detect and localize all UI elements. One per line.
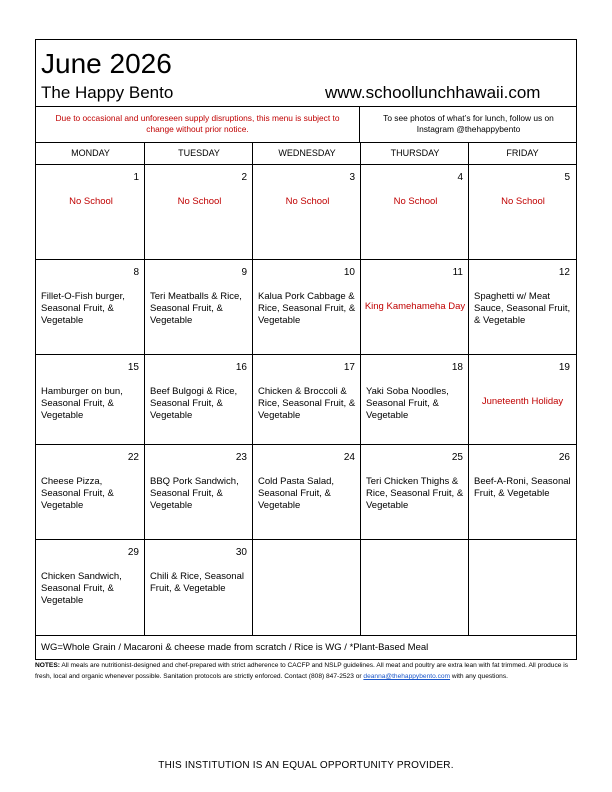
column-divider [468, 540, 469, 635]
meal-description: Spaghetti w/ Meat Sauce, Seasonal Fruit, & Vegetable [474, 291, 571, 326]
column-divider [360, 165, 361, 259]
weekday-thursday: THURSDAY [390, 148, 440, 158]
day-number: 8 [133, 267, 139, 278]
day-cell [145, 260, 253, 354]
week-row [36, 539, 576, 635]
day-number: 11 [452, 267, 463, 278]
meal-description: Cheese Pizza, Seasonal Fruit, & Vegetable [41, 476, 114, 511]
column-divider [360, 260, 361, 354]
column-divider [144, 260, 145, 354]
day-number: 30 [235, 547, 247, 558]
column-divider [360, 355, 361, 444]
day-cell [469, 165, 576, 259]
day-cell [361, 540, 469, 635]
meal-description: Fillet-O-Fish burger, Seasonal Fruit, & Vegetable [41, 291, 125, 326]
holiday-label: No School [69, 196, 113, 207]
column-divider [144, 540, 145, 635]
meal-description: Hamburger on bun, Seasonal Fruit, & Vegetable [41, 386, 123, 421]
weekday-header-row [36, 142, 576, 164]
day-cell [36, 445, 145, 539]
day-cell [253, 355, 361, 444]
legend-text: WG=Whole Grain / Macaroni & cheese made from scratch / Rice is WG / *Plant-Based Meal [41, 642, 429, 653]
menu-calendar [35, 39, 577, 660]
day-number: 24 [343, 452, 355, 463]
column-divider [360, 143, 361, 164]
equal-opportunity-statement: THIS INSTITUTION IS AN EQUAL OPPORTUNITY PROVIDER. [158, 760, 454, 771]
day-number: 29 [127, 547, 139, 558]
day-number: 9 [241, 267, 247, 278]
column-divider [252, 445, 253, 539]
day-cell [253, 165, 361, 259]
column-divider [252, 165, 253, 259]
column-divider [468, 165, 469, 259]
weekday-wednesday: WEDNESDAY [278, 148, 336, 158]
column-divider [144, 445, 145, 539]
holiday-label: No School [393, 196, 438, 207]
column-divider [144, 143, 145, 164]
day-cell [361, 445, 469, 539]
day-cell [469, 540, 576, 635]
meal-description: Chili & Rice, Seasonal Fruit, & Vegetable [150, 571, 244, 594]
day-cell [253, 260, 361, 354]
day-cell [36, 165, 145, 259]
day-number: 22 [127, 452, 139, 463]
meal-description: Beef Bulgogi & Rice, Seasonal Fruit, & Vegetable [150, 386, 238, 421]
day-number: 16 [235, 362, 247, 373]
column-divider [144, 165, 145, 259]
day-number: 19 [558, 362, 570, 373]
day-cell [36, 355, 145, 444]
day-number: 18 [451, 362, 463, 373]
week-row [36, 164, 576, 259]
day-number: 17 [343, 362, 355, 373]
column-divider [468, 260, 469, 354]
day-cell [145, 355, 253, 444]
day-cell [145, 540, 253, 635]
weekday-monday: MONDAY [71, 148, 110, 158]
website-url: www.schoollunchhawaii.com [325, 83, 541, 102]
notes-label: NOTES: [35, 662, 60, 669]
weekday-friday: FRIDAY [506, 148, 539, 158]
day-number: 23 [235, 452, 247, 463]
day-cell [145, 445, 253, 539]
day-number: 1 [133, 172, 139, 183]
column-divider [144, 355, 145, 444]
day-cell [253, 540, 361, 635]
meal-description: Teri Meatballs & Rice, Seasonal Fruit, & Vegetable [150, 291, 242, 326]
meal-description: Kalua Pork Cabbage & Rice, Seasonal Fruit, & Vegetable [258, 291, 356, 326]
legend-row [36, 635, 576, 660]
notice-row [36, 106, 576, 142]
column-divider [252, 540, 253, 635]
day-number: 25 [451, 452, 463, 463]
meal-description: Teri Chicken Thighs & Rice, Seasonal Fruit, & Vegetable [366, 476, 464, 511]
day-cell [145, 165, 253, 259]
column-divider [468, 143, 469, 164]
week-row [36, 444, 576, 539]
day-number: 3 [349, 172, 355, 183]
notes-tail: with any questions. [450, 673, 508, 681]
day-number: 10 [343, 267, 355, 278]
holiday-label: No School [177, 196, 222, 207]
day-cell [361, 260, 469, 354]
day-cell [469, 355, 576, 444]
day-cell [36, 260, 145, 354]
day-cell [361, 355, 469, 444]
column-divider [360, 540, 361, 635]
day-cell [469, 260, 576, 354]
day-number: 26 [558, 452, 570, 463]
meal-description: Chicken Sandwich, Seasonal Fruit, & Vegetable [41, 571, 122, 606]
meal-description: BBQ Pork Sandwich, Seasonal Fruit, & Vegetable [150, 476, 239, 511]
holiday-label: King Kamehameha Day [364, 301, 466, 312]
week-row [36, 259, 576, 354]
month-title: June 2026 [41, 48, 172, 79]
brand-name: The Happy Bento [41, 83, 174, 102]
contact-email-link[interactable]: deanna@thehappybento.com [363, 673, 451, 681]
day-cell [253, 445, 361, 539]
holiday-label: No School [501, 196, 545, 207]
column-divider [360, 445, 361, 539]
day-number: 5 [564, 172, 570, 183]
meal-description: Yaki Soba Noodles, Seasonal Fruit, & Vegetable [366, 386, 449, 421]
day-number: 4 [457, 172, 463, 183]
supply-disruption-notice: Due to occasional and unforeseen supply disruptions, this menu is subject to change without prior notice. [36, 107, 360, 142]
column-divider [468, 445, 469, 539]
meal-description: Chicken & Broccoli & Rice, Seasonal Fruit, & Vegetable [258, 386, 356, 421]
week-row [36, 354, 576, 444]
notes-paragraph [35, 660, 577, 682]
meal-description: Beef-A-Roni, Seasonal Fruit, & Vegetable [474, 476, 571, 499]
column-divider [252, 355, 253, 444]
day-number: 15 [127, 362, 139, 373]
column-divider [252, 143, 253, 164]
calendar-header [36, 40, 576, 106]
day-cell [469, 445, 576, 539]
instagram-notice: To see photos of what’s for lunch, follow us on Instagram @thehappybento [383, 113, 554, 134]
day-number: 2 [241, 172, 247, 183]
day-cell [36, 540, 145, 635]
notes-body: All meals are nutritionist-designed and chef-prepared with strict adherence to CACFP and NSLP guidelines. All meat and poultry are extra lean with fat trimmed. All produce is fresh, local and organic whenever possible. Sanitation protocols are strictly enforced. Contact (808) 847-2523 or [35, 662, 569, 681]
column-divider [468, 355, 469, 444]
meal-description: Cold Pasta Salad, Seasonal Fruit, & Vegetable [258, 476, 335, 511]
holiday-label: Juneteenth Holiday [481, 396, 564, 407]
day-number: 12 [558, 267, 570, 278]
column-divider [252, 260, 253, 354]
holiday-label: No School [285, 196, 330, 207]
weekday-tuesday: TUESDAY [178, 148, 220, 158]
day-cell [361, 165, 469, 259]
